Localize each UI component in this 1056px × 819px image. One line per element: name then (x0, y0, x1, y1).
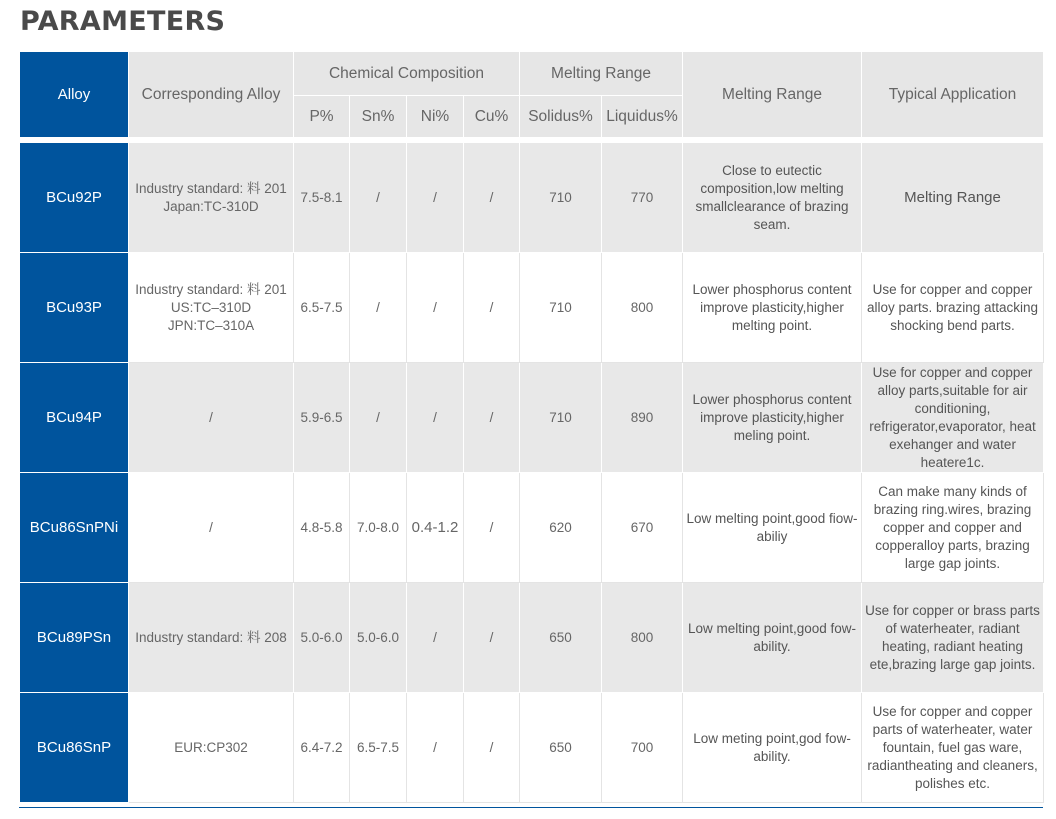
cell-solidus: 710 (520, 363, 602, 473)
header-sn: Sn% (350, 96, 407, 138)
cell-liquidus: 770 (602, 143, 683, 253)
cell-liquidus: 800 (602, 253, 683, 363)
cell-application: Use for copper or brass parts of waterheater, radiant heating, radiant heating ete,brazing large gap joints. (862, 583, 1044, 693)
parameters-table (19, 51, 1044, 803)
cell-sn: / (350, 253, 407, 363)
cell-corresponding: Industry standard: 料 208 (129, 583, 294, 693)
header-cu: Cu% (464, 96, 520, 138)
cell-ni: / (407, 583, 464, 693)
alloy-name: BCu93P (20, 253, 129, 363)
bottom-rule (19, 807, 1043, 808)
cell-cu: / (464, 363, 520, 473)
cell-ni: / (407, 363, 464, 473)
cell-sn: 6.5-7.5 (350, 693, 407, 803)
page-title: PARAMETERS (20, 6, 226, 37)
table-row (20, 143, 1044, 253)
cell-solidus: 650 (520, 583, 602, 693)
header-typical-application: Typical Application (862, 52, 1044, 138)
cell-melting-desc: Low melting point,good fiow-abiliy (683, 473, 862, 583)
header-corresponding-alloy: Corresponding Alloy (129, 52, 294, 138)
cell-melting-desc: Lower phosphorus content improve plasticity,higher meling point. (683, 363, 862, 473)
cell-solidus: 710 (520, 143, 602, 253)
cell-solidus: 650 (520, 693, 602, 803)
corresponding-line: JPN:TC–310A (167, 317, 255, 333)
cell-cu: / (464, 693, 520, 803)
alloy-name: BCu92P (20, 143, 129, 253)
cell-p: 6.5-7.5 (294, 253, 350, 363)
cell-liquidus: 800 (602, 583, 683, 693)
alloy-name: BCu94P (20, 363, 129, 473)
cell-p: 5.0-6.0 (294, 583, 350, 693)
header-p: P% (294, 96, 350, 138)
cell-melting-desc: Lower phosphorus content improve plasticity,higher melting point. (683, 253, 862, 363)
alloy-name: BCu86SnPNi (20, 473, 129, 583)
cell-application: Use for copper and copper parts of waterheater, water fountain, fuel gas ware, radiantheating and cleaners, polishes etc. (862, 693, 1044, 803)
cell-application: Melting Range (862, 143, 1044, 253)
cell-ni: 0.4-1.2 (407, 473, 464, 583)
cell-corresponding: / (129, 363, 294, 473)
header-solidus: Solidus% (520, 96, 602, 138)
cell-cu: / (464, 583, 520, 693)
header-melting-range-group: Melting Range (520, 52, 683, 96)
cell-melting-desc: Low melting point,good fow-ability. (683, 583, 862, 693)
cell-liquidus: 670 (602, 473, 683, 583)
cell-application: Can make many kinds of brazing ring.wires, brazing copper and copper and copperalloy parts, brazing large gap joints. (862, 473, 1044, 583)
cell-cu: / (464, 143, 520, 253)
cell-ni: / (407, 693, 464, 803)
cell-sn: / (350, 143, 407, 253)
header-alloy: Alloy (20, 52, 129, 138)
cell-ni: / (407, 143, 464, 253)
cell-sn: 7.0-8.0 (350, 473, 407, 583)
corresponding-line: Industry standard: 料 201 (135, 180, 287, 196)
cell-p: 5.9-6.5 (294, 363, 350, 473)
header-chemical-composition: Chemical Composition (294, 52, 520, 96)
table-row (20, 473, 1044, 583)
cell-cu: / (464, 253, 520, 363)
cell-liquidus: 890 (602, 363, 683, 473)
cell-melting-desc: Close to eutectic composition,low melting smallclearance of brazing seam. (683, 143, 862, 253)
cell-corresponding: EUR:CP302 (129, 693, 294, 803)
header-melting-range: Melting Range (683, 52, 862, 138)
corresponding-line: Industry standard: 料 201 (135, 281, 287, 297)
cell-application: Use for copper and copper alloy parts,suitable for air conditioning, refrigerator,evaporator, heat exehanger and water heatere1c. (862, 363, 1044, 473)
cell-cu: / (464, 473, 520, 583)
cell-solidus: 620 (520, 473, 602, 583)
corresponding-line: Japan:TC-310D (163, 198, 259, 214)
corresponding-line: US:TC–310D (170, 299, 252, 315)
cell-application: Use for copper and copper alloy parts. brazing attacking shocking bend parts. (862, 253, 1044, 363)
header-liquidus: Liquidus% (602, 96, 683, 138)
table-row (20, 253, 1044, 363)
table-row (20, 363, 1044, 473)
cell-sn: / (350, 363, 407, 473)
table-row (20, 693, 1044, 803)
alloy-name: BCu86SnP (20, 693, 129, 803)
cell-liquidus: 700 (602, 693, 683, 803)
cell-corresponding: / (129, 473, 294, 583)
cell-solidus: 710 (520, 253, 602, 363)
cell-melting-desc: Low meting point,god fow-ability. (683, 693, 862, 803)
header-ni: Ni% (407, 96, 464, 138)
cell-p: 6.4-7.2 (294, 693, 350, 803)
alloy-name: BCu89PSn (20, 583, 129, 693)
cell-p: 4.8-5.8 (294, 473, 350, 583)
cell-ni: / (407, 253, 464, 363)
table-row (20, 583, 1044, 693)
cell-sn: 5.0-6.0 (350, 583, 407, 693)
cell-p: 7.5-8.1 (294, 143, 350, 253)
